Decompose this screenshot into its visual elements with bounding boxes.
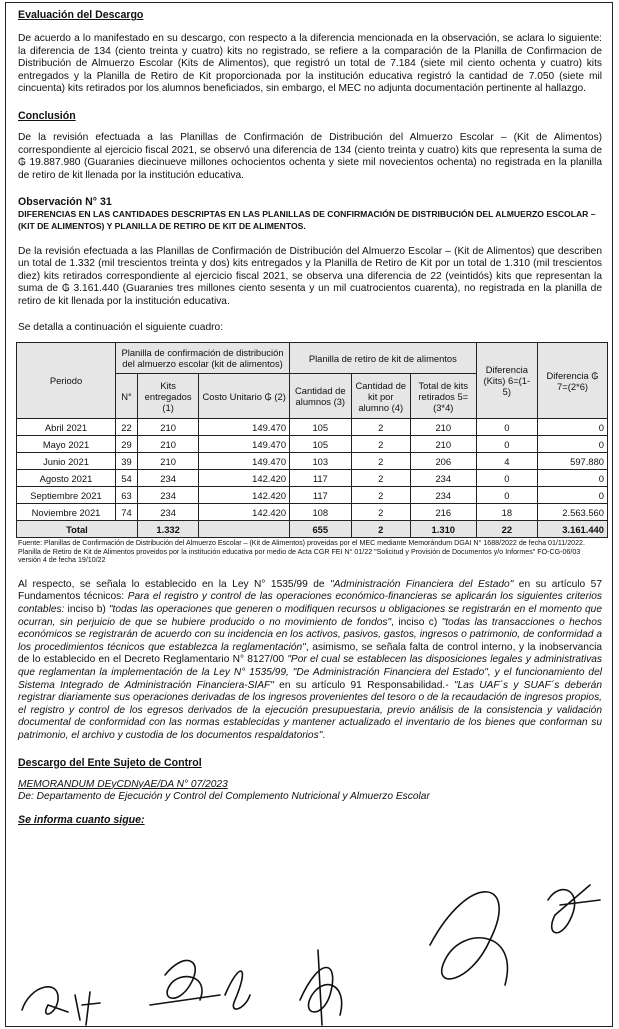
table-row: [17, 504, 608, 521]
cell-alumnos: 105: [290, 419, 351, 436]
detail-table: [16, 342, 608, 538]
cell-por-alumno: 2: [351, 436, 410, 453]
th-kit-por-alumno: Cantidad de kit por alumno (4): [351, 374, 410, 419]
observacion-text: De la revisión efectuada a las Planillas de Confirmación de Distribución del Almuerzo Escolar – (Kit de Alimentos) que describen un total de 1.332 (mil trescientos treinta y dos) kits entregados y la Planilla de Retiro de Kit por un total de 1.310 (mil trescientos diez) kits retirados correspondiente al ejercicio fiscal 2021, se observa una diferencia de 22 (veintidós) kits que representan la suma de ₲ 3.161.440 (Guaranies tres millones ciento sesenta y un mil cuatrocientos cuarenta), no registrada en la planilla de retiro de kit llenada por la institución educativa.: [18, 245, 602, 307]
cell-dif-kits: 0: [476, 487, 537, 504]
cell-alumnos: 103: [290, 453, 351, 470]
th-total-kits: Total de kits retirados 5=(3*4): [410, 374, 476, 419]
cell-periodo: Mayo 2021: [17, 436, 116, 453]
cell-periodo: Abril 2021: [17, 419, 116, 436]
observacion-subtitle: DIFERENCIAS EN LAS CANTIDADES DESCRIPTAS EN LAS PLANILLAS DE CONFIRMACIÓN DE DISTRIBUCIÓN DEL ALMUERZO ESCOLAR – (KIT DE ALIMENTOS) Y PLANILLA DE RETIRO DE KIT DE ALIMENTOS.: [18, 209, 596, 231]
table-intro: Se detalla a continuación el siguiente cuadro:: [18, 321, 224, 333]
cell-no: 74: [116, 504, 138, 521]
cell-dif-kits: 4: [476, 453, 537, 470]
cell-dif-gs: 0: [538, 419, 608, 436]
conclusion-heading: Conclusión: [18, 109, 76, 122]
cell-dif-gs: 2.563.560: [538, 504, 608, 521]
cell-kits: 210: [137, 453, 198, 470]
th-dif-gs: Diferencia ₲ 7=(2*6): [538, 343, 608, 419]
evaluacion-text: De acuerdo a lo manifestado en su descargo, con respecto a la diferencia mencionada en la observación, se aclara lo siguiente: la diferencia de 134 (ciento treinta y cuatro) kits no registrado, se refiere a la comparación de la Planilla de Confirmacion de Distribución de Almuerzo Escolar (Kits de Alimentos), que registró un total de 7.184 (siete mil ciento ochenta y cuatro) kits entregados y la Planilla de Retiro de Kit proporcionada por la institución educativa registró la cantidad de 7.050 (siete mil cincuenta) kits retirados por los alumnos beneficiados, sin embargo, el MEC no adjunta documentación pertinente al hallazgo.: [18, 33, 602, 95]
respecto-italic: "todas las transacciones o hechos económicos se registrarán de acuerdo con su incidencia en los activos, pasivos, gastos, ingresos o patrimonio, de conformidad a los procedimientos técnicos que establezca la reglamentación": [18, 616, 602, 653]
table-row: [17, 436, 608, 453]
cell-costo: 142.420: [199, 470, 290, 487]
cell-kits: 234: [137, 470, 198, 487]
cell-costo: 149.470: [199, 419, 290, 436]
cell-periodo: Septiembre 2021: [17, 487, 116, 504]
cell-no: 54: [116, 470, 138, 487]
descargo-heading: Descargo del Ente Sujeto de Control: [18, 756, 202, 769]
th-no: N°: [116, 374, 138, 419]
table-row: [17, 470, 608, 487]
total-alumnos: 655: [290, 521, 351, 538]
total-dif-kits: 22: [476, 521, 537, 538]
cell-no: 22: [116, 419, 138, 436]
cell-total: 216: [410, 504, 476, 521]
respecto-part: Al respecto, se señala lo establecido en la Ley N° 1535/99 de: [18, 578, 331, 590]
th-kits-entregados: Kits entregados (1): [137, 374, 198, 419]
cell-dif-kits: 0: [476, 419, 537, 436]
cell-costo: 142.420: [199, 504, 290, 521]
document-content: [18, 9, 602, 826]
cell-dif-kits: 0: [476, 470, 537, 487]
respecto-italic: "todas las operaciones que generen o modifiquen recursos u obligaciones se registrarán en el momento que ocurran, sin perjuicio de que se hubiere producido o no movimiento de fondos": [18, 604, 602, 628]
total-kits: 1.332: [137, 521, 198, 538]
cell-costo: 142.420: [199, 487, 290, 504]
document-page: [5, 2, 613, 1027]
respecto-italic: "Administración Financiera del Estado": [330, 578, 514, 590]
table-row: [17, 453, 608, 470]
cell-periodo: Noviembre 2021: [17, 504, 116, 521]
cell-costo: 149.470: [199, 453, 290, 470]
cell-alumnos: 117: [290, 470, 351, 487]
total-label: Total: [17, 521, 138, 538]
table-row: [17, 419, 608, 436]
respecto-part: inciso b): [64, 604, 109, 616]
cell-por-alumno: 2: [351, 453, 410, 470]
cell-por-alumno: 2: [351, 470, 410, 487]
cell-kits: 210: [137, 436, 198, 453]
cell-total: 234: [410, 470, 476, 487]
cell-alumnos: 108: [290, 504, 351, 521]
table-source-note: Fuente: Planillas de Confirmación de Distribución del Almuerzo Escolar – (Kit de Alimentos) proveidas por el MEC mediante Memorándum DGAI N° 1688/2022 de fecha 01/11/2022. Planilla de Retiro de Kit de Alimentos proveidos por la institución educativa por medio de Acta CGR FEI N° 01/22 "Solicitud y Provisión de Documentos y/o Informes" FO-CG-06/03 versión 4 de fecha 19/10/22: [18, 539, 585, 565]
observacion-title: Observación N° 31: [18, 196, 112, 209]
th-group-retiro: Planilla de retiro de kit de alimentos: [290, 343, 477, 374]
memo-from: De: Departamento de Ejecución y Control del Complemento Nutricional y Almuerzo Escolar: [18, 791, 430, 803]
cell-kits: 234: [137, 504, 198, 521]
cell-costo: 149.470: [199, 436, 290, 453]
total-total: 1.310: [410, 521, 476, 538]
respecto-part: , asimismo, se señala falta de control interno, y la inobservancia de lo establecido en el Decreto Reglamentario N° 8127/00: [18, 641, 602, 666]
table-row: [17, 487, 608, 504]
respecto-part: .: [322, 730, 326, 741]
evaluacion-heading: Evaluación del Descargo: [18, 9, 144, 21]
cell-periodo: Junio 2021: [17, 453, 116, 470]
cell-no: 29: [116, 436, 138, 453]
th-periodo: Periodo: [17, 343, 116, 419]
th-costo-unitario: Costo Unitario ₲ (2): [199, 374, 290, 419]
cell-dif-gs: 0: [538, 470, 608, 487]
cell-no: 39: [116, 453, 138, 470]
respecto-italic: "Las UAF´s y SUAF´s deberán registrar diariamente sus operaciones derivadas de los ingresos provenientes del tesoro o de la recaudación de ingresos propios, el registro y control de los egresos derivados de la ejecución presupuestaria, previo análisis de la consistencia y validación documental de conformidad con las normas establecidas y mantener actualizado el inventario de los bienes que conforman su patrimonio, el archivo y custodia de los documentos respaldatorios": [18, 679, 602, 741]
table-body: [17, 419, 608, 538]
cell-dif-gs: 597.880: [538, 453, 608, 470]
cell-no: 63: [116, 487, 138, 504]
cell-total: 234: [410, 487, 476, 504]
cell-total: 206: [410, 453, 476, 470]
cell-kits: 210: [137, 419, 198, 436]
th-cantidad-alumnos: Cantidad de alumnos (3): [290, 374, 351, 419]
informa-heading: Se informa cuanto sigue:: [18, 813, 145, 826]
respecto-italic: "Por el cual se establecen las disposiciones legales y administrativas que reglamentan la implementación de la Ley N° 1535/99, "De Administración Financiera del Estado", y el funcionamiento del Sistema Integrado de Administración Financiera-SIAF": [18, 654, 602, 691]
cell-alumnos: 117: [290, 487, 351, 504]
respecto-part: en su artículo 91 Responsabilidad.-: [273, 679, 454, 691]
respecto-italic: Para el registro y control de las operaciones económico-financieras se aplicarán los siguientes criterios contables:: [18, 591, 602, 616]
table-total-row: [17, 521, 608, 538]
cell-total: 210: [410, 436, 476, 453]
cell-dif-kits: 0: [476, 436, 537, 453]
cell-por-alumno: 2: [351, 419, 410, 436]
cell-por-alumno: 2: [351, 504, 410, 521]
conclusion-text: De la revisión efectuada a las Planillas de Confirmación de Distribución del Almuerzo Escolar – (Kit de Alimentos) correspondiente al ejercicio fiscal 2021, se observó una diferencia de 134 (ciento treinta y cuatro) kits que representa la suma de ₲ 19.887.980 (Guaranies diecinueve millones ochocientos ochenta y siete mil novecientos ochenta) no registrada en la planilla de retiro de kit llenada por la institución educativa.: [18, 131, 602, 181]
total-dif-gs: 3.161.440: [538, 521, 608, 538]
th-group-confirmacion: Planilla de confirmación de distribución del almuerzo escolar (kit de alimentos): [116, 343, 290, 374]
respecto-part: , inciso c): [391, 616, 442, 628]
total-por-alumno: 2: [351, 521, 410, 538]
th-dif-kits: Diferencia (Kits) 6=(1-5): [476, 343, 537, 419]
cell-dif-kits: 18: [476, 504, 537, 521]
respecto-paragraph: [18, 579, 602, 743]
cell-dif-gs: 0: [538, 436, 608, 453]
cell-dif-gs: 0: [538, 487, 608, 504]
cell-por-alumno: 2: [351, 487, 410, 504]
cell-periodo: Agosto 2021: [17, 470, 116, 487]
memo-reference: MEMORANDUM DEyCDNyAE/DA N° 07/2023: [18, 778, 228, 790]
respecto-part: en su artículo 57 Fundamentos técnicos:: [18, 578, 603, 603]
total-empty: [199, 521, 290, 538]
cell-alumnos: 105: [290, 436, 351, 453]
cell-total: 210: [410, 419, 476, 436]
cell-kits: 234: [137, 487, 198, 504]
